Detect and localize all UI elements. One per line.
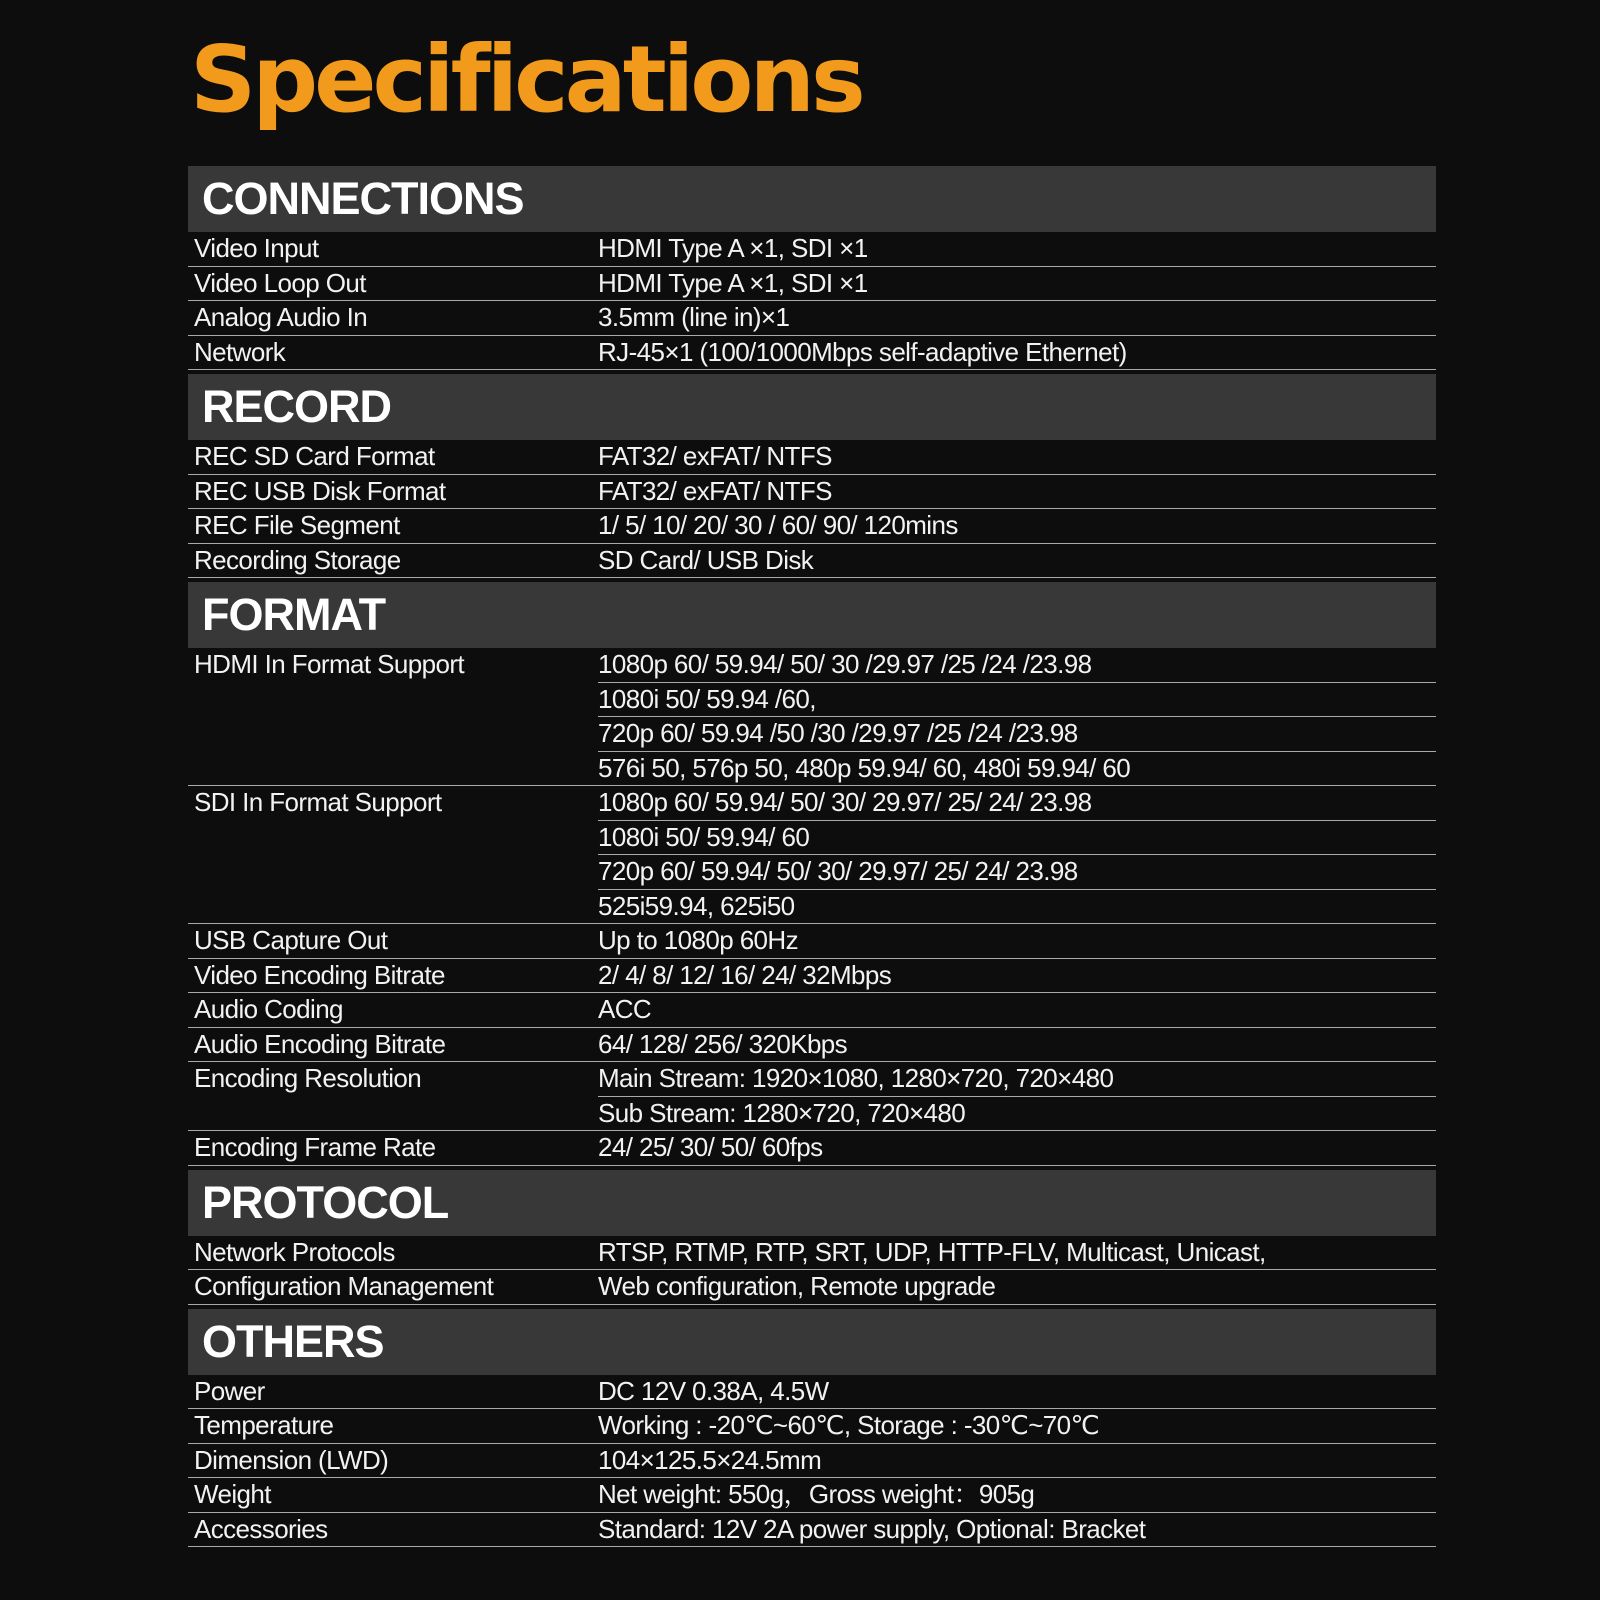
spec-values xyxy=(598,509,1436,543)
section-header xyxy=(188,166,1436,232)
spec-label: Video Encoding Bitrate xyxy=(194,959,445,990)
spec-value: FAT32/ exFAT/ NTFS xyxy=(598,441,832,471)
section-header xyxy=(188,1309,1436,1375)
spec-label: Dimension (LWD) xyxy=(194,1444,389,1475)
spec-row xyxy=(188,475,1436,510)
spec-label: Power xyxy=(194,1375,265,1406)
spec-row xyxy=(188,1270,1436,1305)
spec-section-protocol xyxy=(188,1170,1436,1305)
spec-row xyxy=(188,301,1436,336)
spec-values xyxy=(598,993,1436,1027)
spec-values xyxy=(598,1375,1436,1409)
spec-row xyxy=(188,1375,1436,1410)
spec-value: Sub Stream: 1280×720, 720×480 xyxy=(598,1097,966,1128)
spec-value: Web configuration, Remote upgrade xyxy=(598,1271,996,1301)
spec-row xyxy=(188,1444,1436,1479)
spec-values xyxy=(598,475,1436,509)
spec-values xyxy=(598,1444,1436,1478)
section-title: RECORD xyxy=(202,381,392,432)
spec-row xyxy=(188,1131,1436,1166)
spec-label: REC USB Disk Format xyxy=(194,475,446,506)
section-title: CONNECTIONS xyxy=(202,173,524,224)
spec-value: 1080i 50/ 59.94/ 60 xyxy=(598,821,1436,856)
spec-value: 720p 60/ 59.94 /50 /30 /29.97 /25 /24 /23.98 xyxy=(598,717,1436,752)
spec-values xyxy=(598,336,1436,370)
spec-value: 104×125.5×24.5mm xyxy=(598,1444,822,1475)
spec-value: RJ-45×1 (100/1000Mbps self-adaptive Ethernet) xyxy=(598,336,1127,367)
spec-label: Recording Storage xyxy=(194,544,401,575)
spec-label: USB Capture Out xyxy=(194,925,388,955)
spec-values xyxy=(598,267,1436,301)
spec-row xyxy=(188,1478,1436,1513)
spec-values xyxy=(598,544,1436,578)
spec-sheet xyxy=(188,166,1436,1551)
spec-values xyxy=(598,1062,1436,1130)
section-title: FORMAT xyxy=(202,589,386,640)
spec-row xyxy=(188,993,1436,1028)
spec-label: HDMI In Format Support xyxy=(194,649,464,679)
spec-label: Encoding Resolution xyxy=(194,1063,422,1093)
spec-value: 1080p 60/ 59.94/ 50/ 30 /29.97 /25 /24 /23.98 xyxy=(598,648,1436,683)
spec-values xyxy=(598,1131,1436,1165)
spec-values xyxy=(598,1028,1436,1062)
spec-row xyxy=(188,959,1436,994)
spec-row xyxy=(188,924,1436,959)
spec-label: Accessories xyxy=(194,1513,328,1544)
spec-values xyxy=(598,1270,1436,1304)
spec-value: 720p 60/ 59.94/ 50/ 30/ 29.97/ 25/ 24/ 23.98 xyxy=(598,855,1436,890)
section-title: PROTOCOL xyxy=(202,1176,449,1228)
spec-row xyxy=(188,440,1436,475)
spec-row xyxy=(188,267,1436,302)
spec-value: Working : -20℃~60℃, Storage : -30℃~70℃ xyxy=(598,1410,1100,1440)
spec-values xyxy=(598,959,1436,993)
spec-label: REC File Segment xyxy=(194,510,400,540)
spec-values xyxy=(598,1478,1436,1512)
spec-value: HDMI Type A ×1, SDI ×1 xyxy=(598,267,868,298)
spec-row xyxy=(188,1028,1436,1063)
spec-values xyxy=(598,786,1436,923)
spec-label: Audio Encoding Bitrate xyxy=(194,1028,446,1059)
spec-value: DC 12V 0.38A, 4.5W xyxy=(598,1375,829,1406)
spec-row xyxy=(188,232,1436,267)
section-header xyxy=(188,1170,1436,1236)
spec-row xyxy=(188,786,1436,924)
section-title: OTHERS xyxy=(202,1315,384,1367)
spec-values xyxy=(598,1513,1436,1547)
spec-label: Analog Audio In xyxy=(194,302,368,332)
spec-value: 64/ 128/ 256/ 320Kbps xyxy=(598,1028,848,1059)
spec-label: Network Protocols xyxy=(194,1236,395,1267)
spec-label: Audio Coding xyxy=(194,994,343,1024)
spec-value: SD Card/ USB Disk xyxy=(598,544,814,575)
spec-value: RTSP, RTMP, RTP, SRT, UDP, HTTP-FLV, Multicast, Unicast, xyxy=(598,1236,1266,1267)
spec-label: Video Loop Out xyxy=(194,267,366,298)
spec-value: 1080p 60/ 59.94/ 50/ 30/ 29.97/ 25/ 24/ 23.98 xyxy=(598,786,1436,821)
spec-value: ACC xyxy=(598,994,652,1024)
spec-values xyxy=(598,440,1436,474)
spec-value: Standard: 12V 2A power supply, Optional: Bracket xyxy=(598,1513,1146,1544)
spec-label: Encoding Frame Rate xyxy=(194,1132,436,1162)
spec-value: 525i59.94, 625i50 xyxy=(598,890,795,921)
spec-label: Video Input xyxy=(194,233,319,263)
spec-label: Temperature xyxy=(194,1410,334,1440)
spec-row xyxy=(188,509,1436,544)
spec-value: 576i 50, 576p 50, 480p 59.94/ 60, 480i 59.94/ 60 xyxy=(598,752,1131,783)
spec-label: Weight xyxy=(194,1479,271,1509)
spec-value: 1080i 50/ 59.94 /60, xyxy=(598,683,1436,718)
spec-value: Net weight: 550g，Gross weight：905g xyxy=(598,1479,1035,1509)
spec-values xyxy=(598,1236,1436,1270)
spec-values xyxy=(598,232,1436,266)
spec-value: 24/ 25/ 30/ 50/ 60fps xyxy=(598,1132,823,1162)
spec-value: 2/ 4/ 8/ 12/ 16/ 24/ 32Mbps xyxy=(598,959,892,990)
spec-value: HDMI Type A ×1, SDI ×1 xyxy=(598,233,868,263)
spec-value: 1/ 5/ 10/ 20/ 30 / 60/ 90/ 120mins xyxy=(598,510,958,540)
spec-label: SDI In Format Support xyxy=(194,787,442,817)
spec-value: FAT32/ exFAT/ NTFS xyxy=(598,475,832,506)
spec-label: REC SD Card Format xyxy=(194,441,435,471)
spec-label: Network xyxy=(194,336,286,367)
spec-row xyxy=(188,336,1436,371)
spec-section-others xyxy=(188,1309,1436,1548)
spec-value: Main Stream: 1920×1080, 1280×720, 720×480 xyxy=(598,1062,1436,1097)
spec-values xyxy=(598,648,1436,785)
spec-row xyxy=(188,1513,1436,1548)
spec-section-record xyxy=(188,374,1436,578)
spec-values xyxy=(598,301,1436,335)
section-header xyxy=(188,582,1436,648)
spec-value: Up to 1080p 60Hz xyxy=(598,925,798,955)
spec-section-format xyxy=(188,582,1436,1166)
spec-row xyxy=(188,648,1436,786)
spec-row xyxy=(188,1409,1436,1444)
page-title: Specifications xyxy=(190,26,862,133)
spec-values xyxy=(598,924,1436,958)
spec-value: 3.5mm (line in)×1 xyxy=(598,302,790,332)
section-header xyxy=(188,374,1436,440)
spec-values xyxy=(598,1409,1436,1443)
spec-section-connections xyxy=(188,166,1436,370)
spec-row xyxy=(188,1236,1436,1271)
spec-row xyxy=(188,1062,1436,1131)
spec-label: Configuration Management xyxy=(194,1271,494,1301)
spec-row xyxy=(188,544,1436,579)
